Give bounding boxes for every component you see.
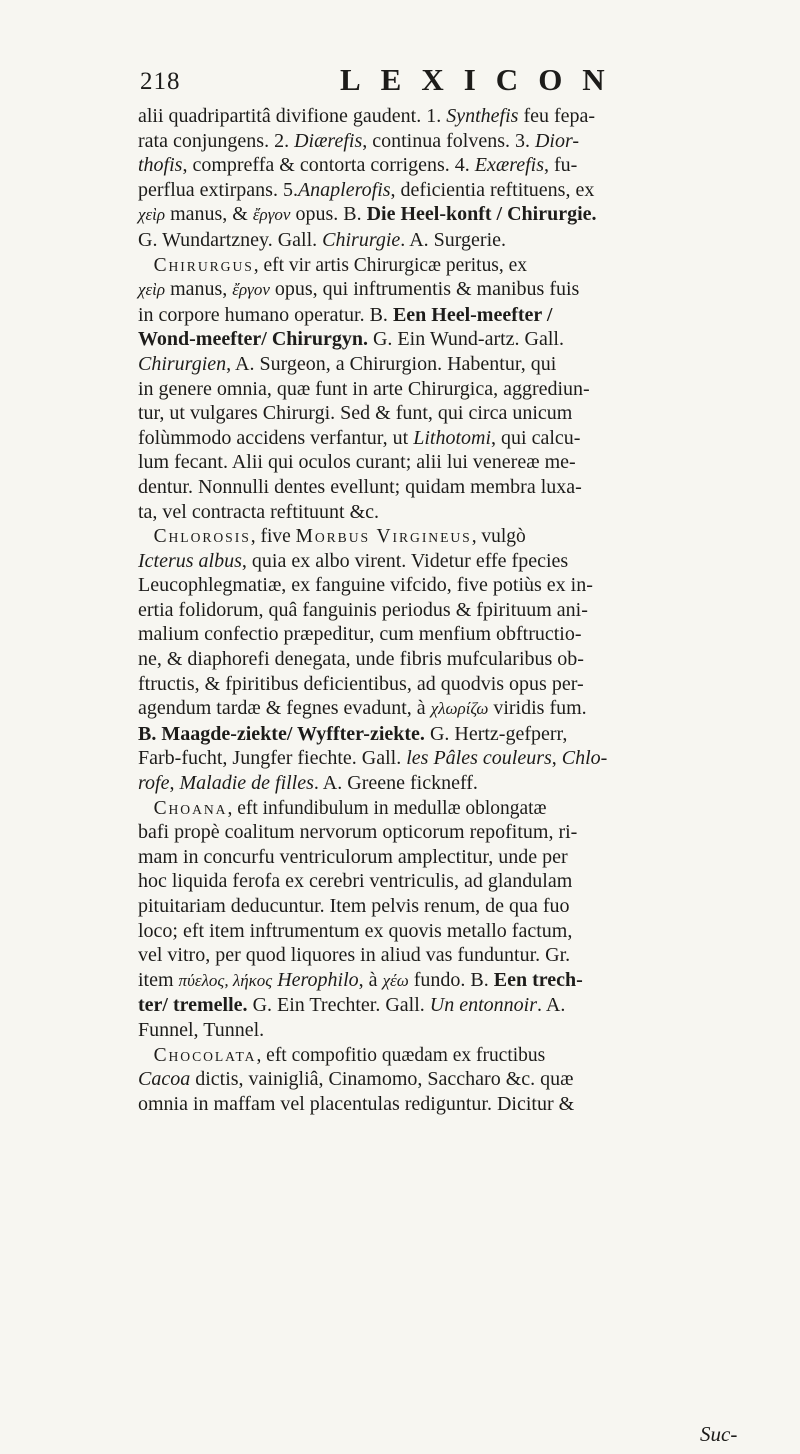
text-line: [138, 869, 742, 894]
text-line: [138, 845, 742, 870]
text-segment: Synthefis: [446, 105, 519, 127]
text-segment: in corpore humano operatur. B.: [138, 303, 393, 326]
text-line: [138, 153, 742, 178]
text-line: [138, 1018, 742, 1043]
text-segment: , vulgò: [471, 525, 526, 548]
text-line: [138, 943, 742, 968]
text-segment: les Pâles couleurs: [406, 747, 552, 770]
catchword: Suc-: [700, 1422, 738, 1446]
text-line: [138, 796, 726, 821]
text-segment: Cacoa: [138, 1068, 191, 1091]
text-segment: ne, & diaphorefi denegata, unde fibris mufcularibus ob-: [138, 648, 584, 671]
text-line: [138, 1067, 742, 1092]
text-line: [138, 253, 726, 278]
text-line: [138, 993, 742, 1018]
text-segment: χεὶρ: [138, 205, 166, 225]
running-title: LEXICON: [340, 62, 625, 97]
text-segment: , A. Surgeon, a Chirurgion. Habentur, qui: [226, 352, 557, 375]
page-number: 218: [140, 68, 181, 95]
text-segment: Chirurgien: [138, 352, 227, 375]
text-line: [138, 722, 742, 747]
text-line: [138, 894, 742, 919]
text-segment: agendum tardæ & fegnes evadunt, à: [138, 697, 431, 720]
text-line: [138, 622, 742, 647]
text-line: [138, 820, 742, 845]
text-segment: omnia in maffam vel placentulas rediguntur. Dicitur &: [138, 1092, 575, 1115]
text-segment: G. Ein Wund-artz. Gall.: [367, 328, 564, 351]
text-segment: Farb-fucht, Jungfer fiechte. Gall.: [138, 747, 407, 770]
text-segment: pituitariam deducuntur. Item pelvis renum, de qua fuo: [138, 895, 570, 917]
text-segment: ter/ tremelle.: [138, 994, 248, 1017]
text-segment: ertia folidorum, quâ fanguinis periodus & fpirituum ani-: [138, 598, 588, 621]
text-segment: χλωρίζω: [430, 699, 489, 719]
text-segment: , qui calcu-: [491, 426, 581, 449]
text-line: [138, 696, 742, 722]
text-segment: rata conjungens. 2.: [138, 129, 295, 152]
text-segment: in genere omnia, quæ funt in arte Chirurgica, aggrediun-: [138, 377, 590, 400]
text-line: [138, 202, 742, 228]
text-line: [138, 352, 742, 377]
text-segment: . A. Greene fickneff.: [313, 772, 478, 795]
text-segment: G. Ein Trechter. Gall.: [247, 994, 430, 1017]
text-line: [138, 178, 742, 203]
text-line: [138, 500, 742, 525]
body-text: [138, 104, 742, 1116]
text-segment: B. Maagde-ziekte/ Wyffter-ziekte.: [138, 722, 425, 745]
text-segment: lum fecant. Alii qui oculos curant; alii lui venereæ me-: [138, 451, 576, 474]
text-segment: Een trech-: [493, 968, 583, 991]
text-segment: . A.: [537, 994, 566, 1017]
text-segment: Leucophlegmatiæ, ex fanguine vifcido, five potiùs ex in-: [138, 574, 593, 597]
text-line: [138, 277, 742, 303]
text-segment: rofe: [138, 772, 170, 795]
text-segment: alii quadripartitâ divifione gaudent. 1.: [138, 105, 447, 127]
text-segment: G. Hertz-gefperr,: [424, 722, 568, 745]
entry-headword: Choana: [153, 796, 228, 819]
text-segment: Die Heel-konft / Chirurgie.: [366, 203, 597, 226]
text-segment: tur, ut vulgares Chirurgi. Sed & funt, qui circa unicum: [138, 402, 573, 425]
text-line: [138, 1043, 726, 1068]
entry-headword: Chlorosis: [153, 525, 251, 548]
text-segment: , deficientia reftituens, ex: [390, 178, 595, 201]
text-segment: ἔργον: [252, 205, 291, 225]
text-line: [138, 1092, 742, 1117]
text-segment: manus,: [165, 278, 233, 301]
text-segment: dentur. Nonnulli dentes evellunt; quidam membra luxa-: [138, 475, 582, 498]
text-segment: opus. B.: [290, 203, 367, 226]
text-segment: Diærefis: [294, 129, 363, 152]
entry-headword: Morbus Virgineus: [295, 525, 472, 548]
text-segment: , à: [358, 968, 383, 991]
text-segment: , continua folvens. 3.: [362, 129, 535, 152]
text-segment: fundo. B.: [408, 968, 494, 991]
text-segment: Funnel, Tunnel.: [138, 1018, 265, 1041]
text-segment: loco; eft item inftrumentum ex quovis metallo factum,: [138, 919, 573, 942]
text-segment: Chlo-: [561, 747, 608, 770]
text-segment: manus, &: [165, 203, 253, 226]
text-segment: Anaplerofis: [297, 178, 391, 201]
text-line: [138, 598, 742, 623]
text-line: [138, 524, 726, 549]
text-line: [138, 647, 742, 672]
text-line: [138, 672, 742, 697]
text-segment: , quia ex albo virent. Videtur effe fpecies: [241, 549, 569, 572]
text-line: [138, 327, 742, 352]
text-segment: opus, qui inftrumentis & manibus fuis: [269, 278, 580, 301]
text-line: [138, 426, 742, 451]
text-segment: dictis, vainigliâ, Cinamomo, Saccharo &c. quæ: [190, 1068, 574, 1091]
text-segment: hoc liquida ferofa ex cerebri ventriculis, ad glandulam: [138, 870, 573, 893]
text-segment: χέω: [382, 970, 409, 990]
text-segment: , five: [250, 525, 296, 548]
text-segment: χεὶρ: [138, 280, 166, 300]
text-segment: vel vitro, per quod liquores in aliud vas funduntur. Gr.: [138, 944, 571, 967]
text-segment: bafi propè coalitum nervorum opticorum repofitum, ri-: [138, 821, 578, 844]
text-segment: mam in concurfu ventriculorum amplectitur, unde per: [138, 845, 568, 868]
text-line: [138, 303, 742, 328]
text-segment: item: [138, 968, 179, 991]
text-line: [138, 401, 742, 426]
text-line: [138, 475, 742, 500]
text-segment: ,: [551, 747, 562, 770]
text-segment: , eft infundibulum in medullæ oblongatæ: [227, 796, 547, 819]
text-segment: πύελος, λήκος: [178, 970, 273, 990]
text-segment: malium confectio præpeditur, cum menfium obftructio-: [138, 623, 582, 646]
text-segment: ta, vel contracta reftituunt &c.: [138, 500, 380, 523]
text-segment: Wond-meefter/ Chirurgyn.: [138, 328, 368, 351]
text-segment: thofis: [138, 154, 183, 177]
text-segment: , fu-: [544, 154, 578, 177]
text-segment: ,: [169, 772, 180, 795]
text-segment: , compreffa & contorta corrigens. 4.: [182, 154, 475, 177]
text-line: [138, 129, 742, 154]
text-segment: , eft vir artis Chirurgicæ peritus, ex: [253, 253, 528, 276]
text-line: [138, 450, 742, 475]
text-segment: Exærefis: [474, 154, 545, 177]
text-segment: Un entonnoir: [429, 994, 537, 1017]
text-line: [138, 968, 742, 994]
text-segment: ἔργον: [232, 280, 270, 300]
text-segment: Een Heel-meefter /: [392, 303, 553, 326]
text-segment: Lithotomi: [413, 426, 492, 449]
text-line: [138, 377, 742, 402]
text-segment: Herophilo: [277, 968, 359, 991]
text-segment: Icterus albus: [138, 549, 242, 572]
running-head: [0, 62, 800, 102]
text-line: [138, 771, 742, 796]
text-segment: Chirurgie: [322, 228, 401, 251]
text-line: [138, 573, 742, 598]
text-segment: Maladie de filles: [179, 772, 314, 795]
entry-headword: Chocolata: [153, 1043, 257, 1066]
text-segment: feu fepa-: [518, 105, 596, 127]
text-segment: G. Wundartzney. Gall.: [138, 228, 323, 251]
text-line: [138, 549, 742, 574]
text-segment: perflua extirpans. 5.: [138, 178, 298, 201]
text-line: [138, 104, 742, 129]
text-line: [138, 919, 742, 944]
text-segment: viridis fum.: [488, 697, 587, 720]
text-segment: Dior-: [534, 129, 580, 152]
text-line: [138, 746, 742, 771]
text-segment: , eft compofitio quædam ex fructibus: [256, 1043, 546, 1066]
text-segment: . A. Surgerie.: [400, 228, 507, 251]
entry-headword: Chirurgus: [153, 253, 254, 276]
text-segment: folùmmodo accidens verfantur, ut: [138, 426, 414, 449]
text-segment: ftructis, & fpiritibus deficientibus, ad quodvis opus per-: [138, 672, 584, 695]
text-line: [138, 228, 742, 253]
